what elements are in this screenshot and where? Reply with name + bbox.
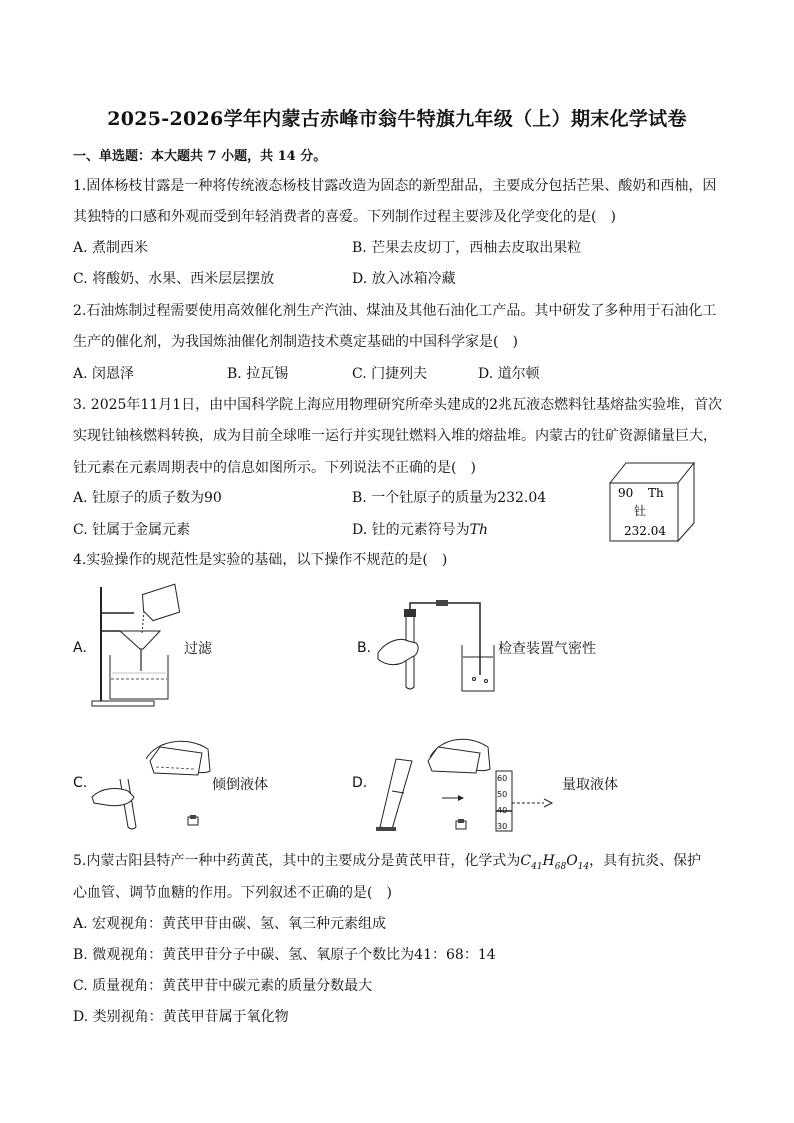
cylinder-tick-labels (497, 771, 507, 835)
q2-option-b: B. 拉瓦锡 (227, 366, 289, 382)
q1-option-a: A. 煮制西米 (73, 240, 149, 256)
element-mass: 232.04 (624, 524, 666, 538)
q1-option-d: D. 放入冰箱冷藏 (352, 271, 456, 287)
q1-option-c: C. 将酸奶、水果、西米层层摆放 (73, 271, 275, 287)
q1-stem-line1: 1.固体杨枝甘露是一种将传统液态杨枝甘露改造为固态的新型甜品，主要成分包括芒果、酸奶和西柚，因 (73, 178, 717, 194)
q3-option-c: C. 钍属于金属元素 (73, 522, 191, 538)
q4-c-caption: 倾倒液体 (212, 777, 268, 793)
q4-a-label: A. (73, 640, 87, 656)
q3-stem-line2: 实现钍铀核燃料转换，成为目前全球唯一运行并实现钍燃料入堆的熔盐堆。内蒙古的钍矿资源储量巨大， (73, 428, 717, 444)
element-name: 钍 (634, 504, 647, 518)
cylinder-base (376, 827, 396, 831)
q5-option-d: D. 类别视角：黄芪甲苷属于氧化物 (73, 1009, 289, 1025)
measuring-liquid-figure (372, 731, 562, 837)
tick-40: 40 (497, 806, 508, 815)
element-symbol: Th (648, 486, 664, 500)
pouring-liquid-figure (90, 731, 216, 835)
liquid-stream (142, 611, 144, 633)
q4-b-label: B. (357, 640, 372, 656)
q3-option-a: A. 钍原子的质子数为90 (73, 490, 222, 506)
q5-option-b: B. 微观视角：黄芪甲苷分子中碳、氢、氧原子个数比为41：68：14 (73, 947, 496, 963)
q5-stem-line1: 5.内蒙古阳县特产一种中药黄芪，其中的主要成分是黄芪甲苷，化学式为$C_{41}H_{68}O_{14}$，具有抗炎、保护 (73, 853, 702, 872)
section-heading: 一、单选题：本大题共 7 小题，共 14 分。 (73, 149, 327, 164)
q1-option-b: B. 芒果去皮切丁，西柚去皮取出果粒 (352, 240, 582, 256)
tick-60: 60 (497, 774, 508, 783)
stand-base (92, 701, 154, 706)
q4-d-caption: 量取液体 (562, 777, 618, 793)
q4-stem: 4.实验操作的规范性是实验的基础，以下操作不规范的是( ) (73, 552, 448, 568)
airtightness-figure (376, 597, 502, 693)
q2-option-d: D. 道尔顿 (478, 366, 540, 382)
tick-50: 50 (497, 790, 508, 799)
q2-stem-line2: 生产的催化剂，为我国炼油催化剂制造技术奠定基础的中国科学家是( ) (73, 334, 518, 350)
arrow-head (458, 795, 464, 801)
q4-a-caption: 过滤 (184, 641, 212, 657)
stopper-top (190, 815, 196, 819)
q5-stem-line2: 心血管、调节血糖的作用。下列叙述不正确的是( ) (73, 885, 392, 901)
q5-formula: $C_{41}H_{68}O_{14}$ (520, 853, 590, 872)
q3-stem-line1: 3. 2025年11月1日，由中国科学院上海应用物理研究所牵头建成的2兆瓦液态燃料钍基熔盐实验堆，首次 (73, 397, 723, 413)
q3-option-b: B. 一个钍原子的质量为232.04 (352, 490, 547, 506)
q2-option-c: C. 门捷列夫 (352, 366, 428, 382)
q5-option-c: C. 质量视角：黄芪甲苷中碳元素的质量分数最大 (73, 978, 373, 994)
page-title: 2025-2026学年内蒙古赤峰市翁牛特旗九年级（上）期末化学试卷 (107, 108, 687, 130)
element-cell-figure (606, 457, 696, 543)
q4-d-label: D. (352, 775, 368, 791)
graduated-cylinder (380, 759, 412, 829)
pouring-beaker (139, 584, 184, 622)
q3-option-d: D. 钍的元素符号为Th (352, 522, 488, 538)
q5-option-a: A. 宏观视角：黄芪甲苷由碳、氢、氧三种元素组成 (73, 916, 387, 932)
stopper (404, 609, 416, 617)
q2-stem-line1: 2.石油炼制过程需要使用高效催化剂生产汽油、煤油及其他石油化工产品。其中研发了多种用于石油化工 (73, 303, 717, 319)
receiving-beaker (110, 655, 168, 699)
element-number: 90 (618, 486, 634, 500)
funnel-cone (120, 631, 160, 649)
eye-icon (544, 799, 552, 807)
bubble-1 (473, 678, 476, 681)
tick-30: 30 (497, 822, 508, 831)
bubble-2 (485, 680, 488, 683)
q3-stem-line3: 钍元素在元素周期表中的信息如图所示。下列说法不正确的是( ) (73, 460, 476, 476)
delivery-tube (410, 603, 480, 675)
bottle-stopper-top (458, 819, 464, 823)
q3-option-d-symbol: Th (469, 522, 488, 538)
filtration-figure (88, 583, 188, 709)
q2-option-a: A. 闵恩泽 (73, 366, 135, 382)
water-beaker (462, 645, 494, 691)
tube-joint (436, 600, 448, 606)
q4-c-label: C. (73, 775, 88, 791)
lower-hand (92, 789, 134, 806)
q4-b-caption: 检查装置气密性 (498, 641, 596, 657)
q1-stem-line2: 其独特的口感和外观而受到年轻消费者的喜爱。下列制作过程主要涉及化学变化的是( ) (73, 209, 616, 225)
